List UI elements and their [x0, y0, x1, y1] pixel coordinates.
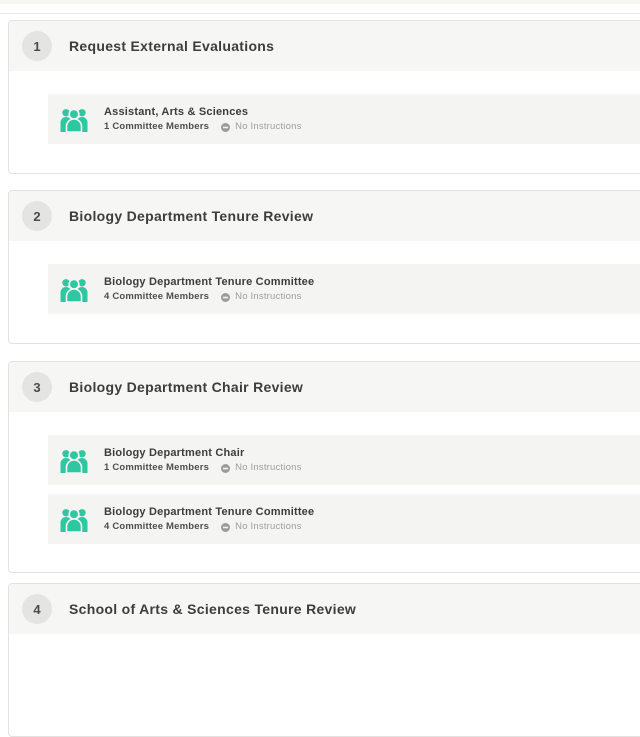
committee-info: [104, 276, 314, 302]
committee-row[interactable]: [48, 94, 640, 144]
committee-members-count: 4 Committee Members: [104, 521, 210, 533]
no-instructions-label: No Instructions: [235, 521, 302, 533]
top-page-strip: [0, 0, 640, 4]
no-instructions-label: No Instructions: [235, 462, 302, 474]
committee-row[interactable]: [48, 435, 640, 485]
no-instructions-icon: [221, 123, 230, 132]
committee-list: [9, 71, 640, 144]
step-number-badge: 3: [22, 372, 52, 402]
committee-users-icon: [60, 506, 88, 532]
committee-members-count: 1 Committee Members: [104, 462, 210, 474]
workflow-step-card-4: [8, 583, 640, 737]
step-number-badge: 2: [22, 201, 52, 231]
committee-meta: [104, 122, 302, 132]
committee-users-icon: [60, 106, 88, 132]
step-title: Request External Evaluations: [69, 38, 275, 54]
committee-members-count: 4 Committee Members: [104, 291, 210, 303]
step-header-1[interactable]: [9, 21, 640, 71]
committee-list: [9, 634, 640, 657]
step-number-badge: 4: [22, 594, 52, 624]
committee-info: [104, 106, 302, 132]
committee-info: [104, 447, 302, 473]
committee-name: Biology Department Tenure Committee: [104, 276, 315, 289]
committee-list: [9, 241, 640, 314]
committee-meta: [104, 463, 302, 473]
committee-name: Biology Department Chair: [104, 447, 245, 460]
committee-name: Assistant, Arts & Sciences: [104, 106, 249, 119]
committee-name: Biology Department Tenure Committee: [104, 506, 315, 519]
step-header-4[interactable]: [9, 584, 640, 634]
workflow-step-card-3: [8, 361, 640, 573]
step-title: Biology Department Chair Review: [69, 379, 304, 395]
step-title: School of Arts & Sciences Tenure Review: [69, 601, 357, 617]
step-number-badge: 1: [22, 31, 52, 61]
no-instructions-icon: [221, 464, 230, 473]
committee-list: [9, 412, 640, 544]
committee-users-icon: [60, 447, 88, 473]
committee-meta: [104, 292, 314, 302]
committee-row[interactable]: [48, 264, 640, 314]
step-header-2[interactable]: [9, 191, 640, 241]
no-instructions-icon: [221, 293, 230, 302]
committee-users-icon: [60, 276, 88, 302]
committee-members-count: 1 Committee Members: [104, 121, 210, 133]
top-divider-line: [0, 13, 640, 14]
no-instructions-label: No Instructions: [235, 121, 302, 133]
committee-info: [104, 506, 314, 532]
workflow-step-card-1: [8, 20, 640, 174]
no-instructions-icon: [221, 523, 230, 532]
committee-meta: [104, 522, 314, 532]
no-instructions-label: No Instructions: [235, 291, 302, 303]
step-header-3[interactable]: [9, 362, 640, 412]
workflow-step-card-2: [8, 190, 640, 344]
committee-row[interactable]: [48, 494, 640, 544]
step-title: Biology Department Tenure Review: [69, 208, 314, 224]
